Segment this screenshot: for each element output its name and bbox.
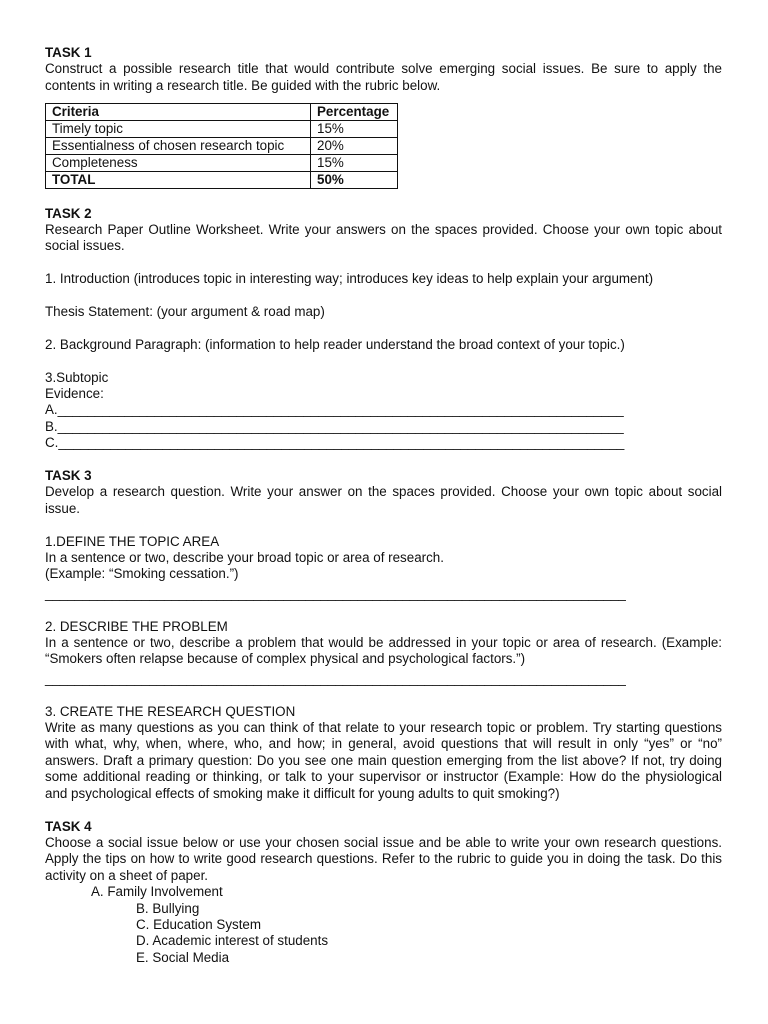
task3-section3-title: 3. CREATE THE RESEARCH QUESTION	[45, 703, 296, 719]
task2-instructions: Research Paper Outline Worksheet. Write your answers on the spaces provided. Choose your own topic about social issues.	[45, 222, 722, 254]
task2-item-background: 2. Background Paragraph: (information to help reader understand the broad context of your topic.)	[45, 336, 625, 352]
task3-section1-title: 1.DEFINE THE TOPIC AREA	[45, 533, 220, 549]
task3-section1-example: (Example: “Smoking cessation.”)	[45, 566, 239, 582]
rubric-table	[45, 103, 398, 189]
table-row	[46, 121, 398, 138]
rubric-criterion: Completeness	[46, 155, 311, 172]
task2-evidence-label: Evidence:	[45, 386, 104, 402]
rubric-total-label: TOTAL	[46, 172, 311, 189]
task2-item-subtopic: 3.Subtopic	[45, 369, 109, 385]
rubric-header-percentage: Percentage	[311, 104, 398, 121]
answer-line-topic[interactable]: ______________________________________________________________________________	[45, 585, 626, 601]
task3-section3-text: Write as many questions as you can think of that relate to your research topic or problem. Try starting questions with what, why, when, where, who, and how; in general, avoid questions that will result in only “yes” or “no” answers. Draft a primary question: Do you see one main question emerging from the list above? If not, try doing some additional reading or thinking, or talk to your supervisor or instructor (Example: How do the physiological and psychological effects of smoking make it difficult for young adults to quit smoking?)	[45, 720, 722, 801]
rubric-header-criteria: Criteria	[46, 104, 311, 121]
table-row	[46, 138, 398, 155]
rubric-percentage: 15%	[311, 155, 398, 172]
list-item: A. Family Involvement	[91, 884, 223, 900]
task3-section2-text: In a sentence or two, describe a problem that would be addressed in your topic or area of research. (Example: “Smokers often relapse because of complex physical and psychological factors.”)	[45, 635, 722, 667]
table-row	[46, 155, 398, 172]
list-item: C. Education System	[136, 916, 262, 932]
document-page	[45, 45, 722, 966]
task3-instructions: Develop a research question. Write your answer on the spaces provided. Choose your own topic about social issue.	[45, 484, 722, 516]
rubric-header-row	[46, 104, 398, 121]
task2-item-introduction: 1. Introduction (introduces topic in interesting way; introduces key ideas to help explain your argument)	[45, 271, 654, 287]
rubric-percentage: 20%	[311, 138, 398, 155]
rubric-criterion: Essentialness of chosen research topic	[46, 138, 311, 155]
list-item: B. Bullying	[136, 900, 200, 916]
task1-heading: TASK 1	[45, 45, 92, 60]
evidence-line-c[interactable]: C.____________________________________________________________________________	[45, 435, 625, 451]
rubric-total-row	[46, 172, 398, 189]
task3-heading: TASK 3	[45, 468, 92, 484]
rubric-criterion: Timely topic	[46, 121, 311, 138]
task2-thesis-statement: Thesis Statement: (your argument & road map)	[45, 304, 325, 320]
task3-section2-title: 2. DESCRIBE THE PROBLEM	[45, 618, 228, 634]
task1-instructions: Construct a possible research title that would contribute solve emerging social issues. Be sure to apply the contents in writing a research title. Be guided with the rubric below.	[45, 61, 722, 93]
evidence-line-a[interactable]: A.____________________________________________________________________________	[45, 402, 624, 418]
rubric-percentage: 15%	[311, 121, 398, 138]
answer-line-problem[interactable]: ______________________________________________________________________________	[45, 670, 626, 686]
task4-instructions: Choose a social issue below or use your chosen social issue and be able to write your own research questions. Apply the tips on how to write good research questions. Refer to the rubric to guide you in doing the task. Do this activity on a sheet of paper.	[45, 834, 722, 883]
task4-heading: TASK 4	[45, 818, 92, 834]
evidence-line-b[interactable]: B.____________________________________________________________________________	[45, 418, 624, 434]
list-item: E. Social Media	[136, 949, 230, 965]
rubric-total-value: 50%	[311, 172, 398, 189]
list-item: D. Academic interest of students	[136, 933, 329, 949]
task2-heading: TASK 2	[45, 205, 92, 221]
task3-section1-text: In a sentence or two, describe your broad topic or area of research.	[45, 550, 444, 566]
